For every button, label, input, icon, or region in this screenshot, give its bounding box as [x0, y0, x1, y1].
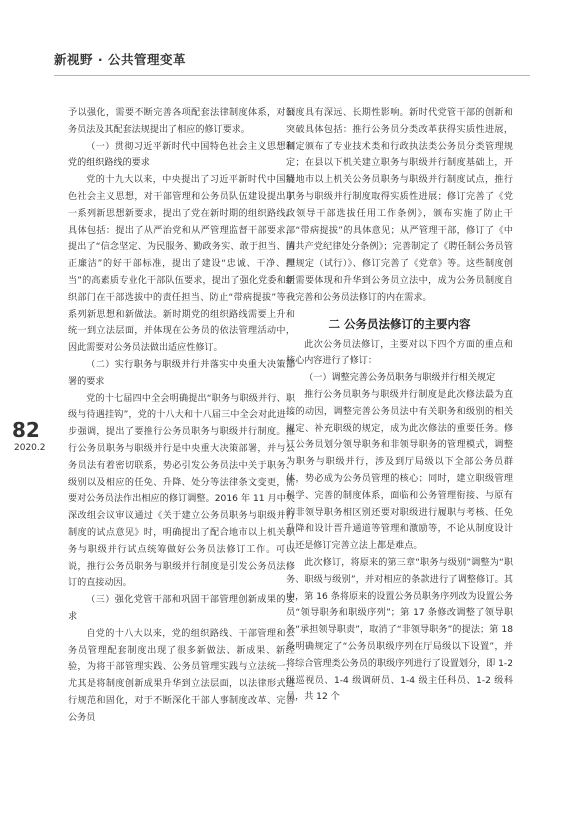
page-number: 82 [12, 418, 40, 442]
paragraph: 此次公务员法修订，主要对以下四个方面的重点和核心内容进行了修订： [286, 339, 513, 367]
section-heading: 二 公务员法修订的主要内容 [328, 316, 471, 331]
left-column [68, 105, 295, 726]
subsection-heading: （三）强化党管干部和巩固干部管理创新成果的要求 [68, 595, 295, 622]
subsection-heading: （二）实行职务与职级并行并落实中央重大决策部署的要求 [68, 359, 295, 387]
paragraph: 党的十七届四中全会明确提出“职务与职级并行、职级与待遇挂钩”，党的十八大和十八届三中全会对此进一步强调，提出了要推行公务员职务与职级并行制度。推行公务员职务与职级并行是中央重大决策部署，并与公务员法有着密切联系，势必引发公务员法中关于职务、级别以及相应的任免、升降、处分等法律条文变更，需要对公务员法作出相应的修订调整。2016 年 11 月中央深改组会议审议通过《关于建立公务员职务与职级并行制度的试点意见》时，明确提出了配合地市以上机关职务与职级并行试点统筹做好公务员法修订工作。可以说，推行公务员职务与职级并行制度是引发公务员法修订的直接动因。 [68, 393, 295, 589]
issue-date: 2020.2 [14, 443, 46, 453]
paragraph: 此次修订，将原来的第三章“职务与级别”调整为“职务、职级与级别”，并对相应的条款进行了调整修订。其中，第 16 条将原来的设置公务员职务序列改为设置公务员“领导职务和职级序列”；第 17 条修改调整了领导职务“承担领导职责”，取消了“非领导职务”的提法；第 18 条明确规定了“公务员职级序列在厅局级以下设置”，并将综合管理类公务员的职级序列进行了设置划分，即 1-2 级巡视员、1-4 级调研员、1-4 级主任科员、1-2 级科员，共 12 个 [286, 557, 513, 703]
paragraph: 制度具有深远、长期性影响。新时代党管干部的创新和突破具体包括：推行公务员分类改革获得实质性进展，制定颁布了专业技术类和行政执法类公务员分类管理规定；在县以下机关建立职务与职级并行制度基础上，开展地市以上机关公务员职务与职级并行制度试点，推行职务与职级并行制度取得实质性进展；修订完善了《党政领导干部选拔任用工作条例》，颁布实施了防止干部“带病提拔”的具体意见；从严管理干部，修订了《中国共产党纪律处分条例》；完善制定了《聘任制公务员管理规定（试行）》、修订完善了《党章》等。这些制度创新需要体现和升华到公务员立法中，成为公务员制度自我完善和公务员法修订的内在需求。 [286, 108, 513, 303]
paragraph: 予以强化，需要不断完善各项配套法律制度体系，对公务员法及其配套法规提出了相应的修订要求。 [68, 108, 295, 135]
subsection-heading: （一）调整完善公务员职务与职级并行相关规定 [304, 373, 496, 384]
right-column [286, 105, 513, 706]
paragraph: 推行公务员职务与职级并行制度是此次修法最为直接的动因，调整完善公务员法中有关职务和级别的相关规定、补充职级的规定，成为此次修法的重要任务。修订公务员划分领导职务和非领导职务的管理模式，调整为职务与职级并行，涉及到厅局级以下全部公务员群体，势必成为公务员管理的核心；同时，建立职级管理科学、完善的制度体系，面临和公务管理衔接、与原有的非领导职务相区别还要对职级进行履职与考核、任免升降和设计晋升通道等管理和激励等，不论从制度设计上还是修订完善立法上都是难点。 [286, 389, 513, 552]
paragraph: 党的十九大以来，中央提出了习近平新时代中国特色社会主义思想，对干部管理和公务员队伍建设提出了一系列新思想新要求，提出了党在新时期的组织路线。具体包括：提出了从严治党和从严管理监督干部要求，提出了“信念坚定、为民服务、勤政务实、敢于担当、清正廉洁”的好干部标准，提出了建设“忠诚、干净、担当”的高素质专业化干部队伍要求，提出了强化党委和组织部门在干部选拔中的责任担当、防止“带病提拔”等一系列新思想和新做法。新时期党的组织路线需要上升和统一到立法层面，并体现在公务员的依法管理活动中，因此需要对公务员法做出适应性修订。 [68, 175, 295, 354]
subsection-heading: （一）贯彻习近平新时代中国特色社会主义思想和党的组织路线的要求 [68, 141, 295, 169]
running-header: 新视野 · 公共管理变革 [54, 52, 186, 67]
paragraph: 自党的十八大以来，党的组织路线、干部管理和公务员管理配套制度出现了很多新做法、新成果、新经验，为将干部管理实践、公务员管理实践与立法统一，尤其是将制度创新成果升华到立法层面，以法律形式进行规范和固化，对于不断深化干部人事制度改革、完善公务员 [68, 628, 295, 723]
header-divider [54, 75, 530, 76]
